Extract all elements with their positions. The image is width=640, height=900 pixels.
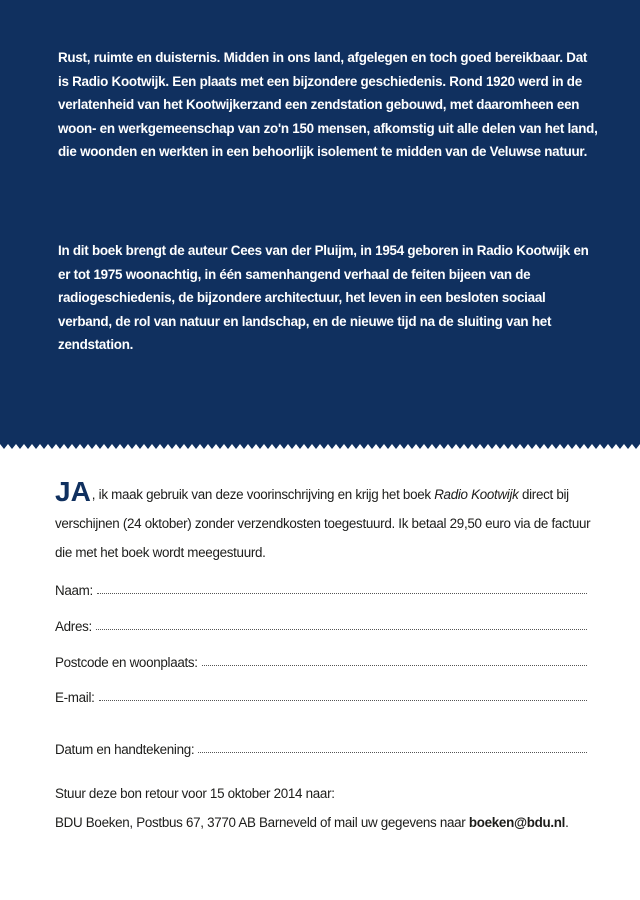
order-form <box>0 452 640 900</box>
signature-line[interactable] <box>198 752 587 753</box>
description-panel <box>0 0 640 444</box>
email-label: E-mail: <box>55 690 95 705</box>
email-address-link[interactable]: boeken@bdu.nl <box>468 815 566 830</box>
intro-text-start: , ik maak gebruik van deze voorinschrijving en krijg het boek <box>91 487 435 502</box>
ja-heading: JA <box>55 476 91 507</box>
postcode-line[interactable] <box>202 665 587 666</box>
description-paragraph-2: In dit boek brengt de auteur Cees van der Pluijm, in 1954 geboren in Radio Kootwijk en er tot 1975 woonachtig, in één samenhangend verhaal de feiten bijeen van de radiogeschiedenis, de bijzondere architectuur, het leven in een besloten sociaal verband, de rol van natuur en landschap, en de nieuwe tijd na de sluiting van het zendstation. <box>58 243 589 353</box>
zigzag-edge <box>0 440 640 452</box>
name-field[interactable] <box>55 578 587 598</box>
address-line[interactable] <box>96 629 587 630</box>
address-label: Adres: <box>55 619 92 634</box>
intro-text-end: direct bij verschijnen (24 oktober) zonder verzendkosten toegestuurd. Ik betaal 29,50 euro via de factuur die met het boek wordt meegestuurd. <box>55 487 591 560</box>
email-line[interactable] <box>99 700 587 701</box>
address-field[interactable] <box>55 614 587 634</box>
email-field[interactable] <box>55 685 587 705</box>
signature-label: Datum en handtekening: <box>55 742 195 757</box>
description-paragraph-1: Rust, ruimte en duisternis. Midden in ons land, afgelegen en toch goed bereikbaar. Dat is Radio Kootwijk. Een plaats met een bijzondere geschiedenis. Rond 1920 werd in de verlatenheid van het Kootwijkerzand een zendstation gebouwd, met daaromheen een woon- en werkgemeenschap van zo'n 150 mensen, afkomstig uit alle delen van het land, die woonden en werkten in een behoorlijk isolement te midden van de Veluwse natuur. <box>58 50 598 160</box>
return-address-text: BDU Boeken, Postbus 67, 3770 AB Barneveld of mail uw gegevens naar <box>55 815 469 830</box>
order-intro <box>55 477 595 567</box>
signature-field[interactable] <box>55 737 587 757</box>
return-note: Stuur deze bon retour voor 15 oktober 2014 naar: <box>55 786 335 801</box>
address-period: . <box>565 815 569 830</box>
return-address <box>55 815 600 830</box>
postcode-field[interactable] <box>55 650 587 670</box>
name-line[interactable] <box>97 593 587 594</box>
postcode-label: Postcode en woonplaats: <box>55 655 198 670</box>
name-label: Naam: <box>55 583 93 598</box>
book-title: Radio Kootwijk <box>434 487 519 502</box>
